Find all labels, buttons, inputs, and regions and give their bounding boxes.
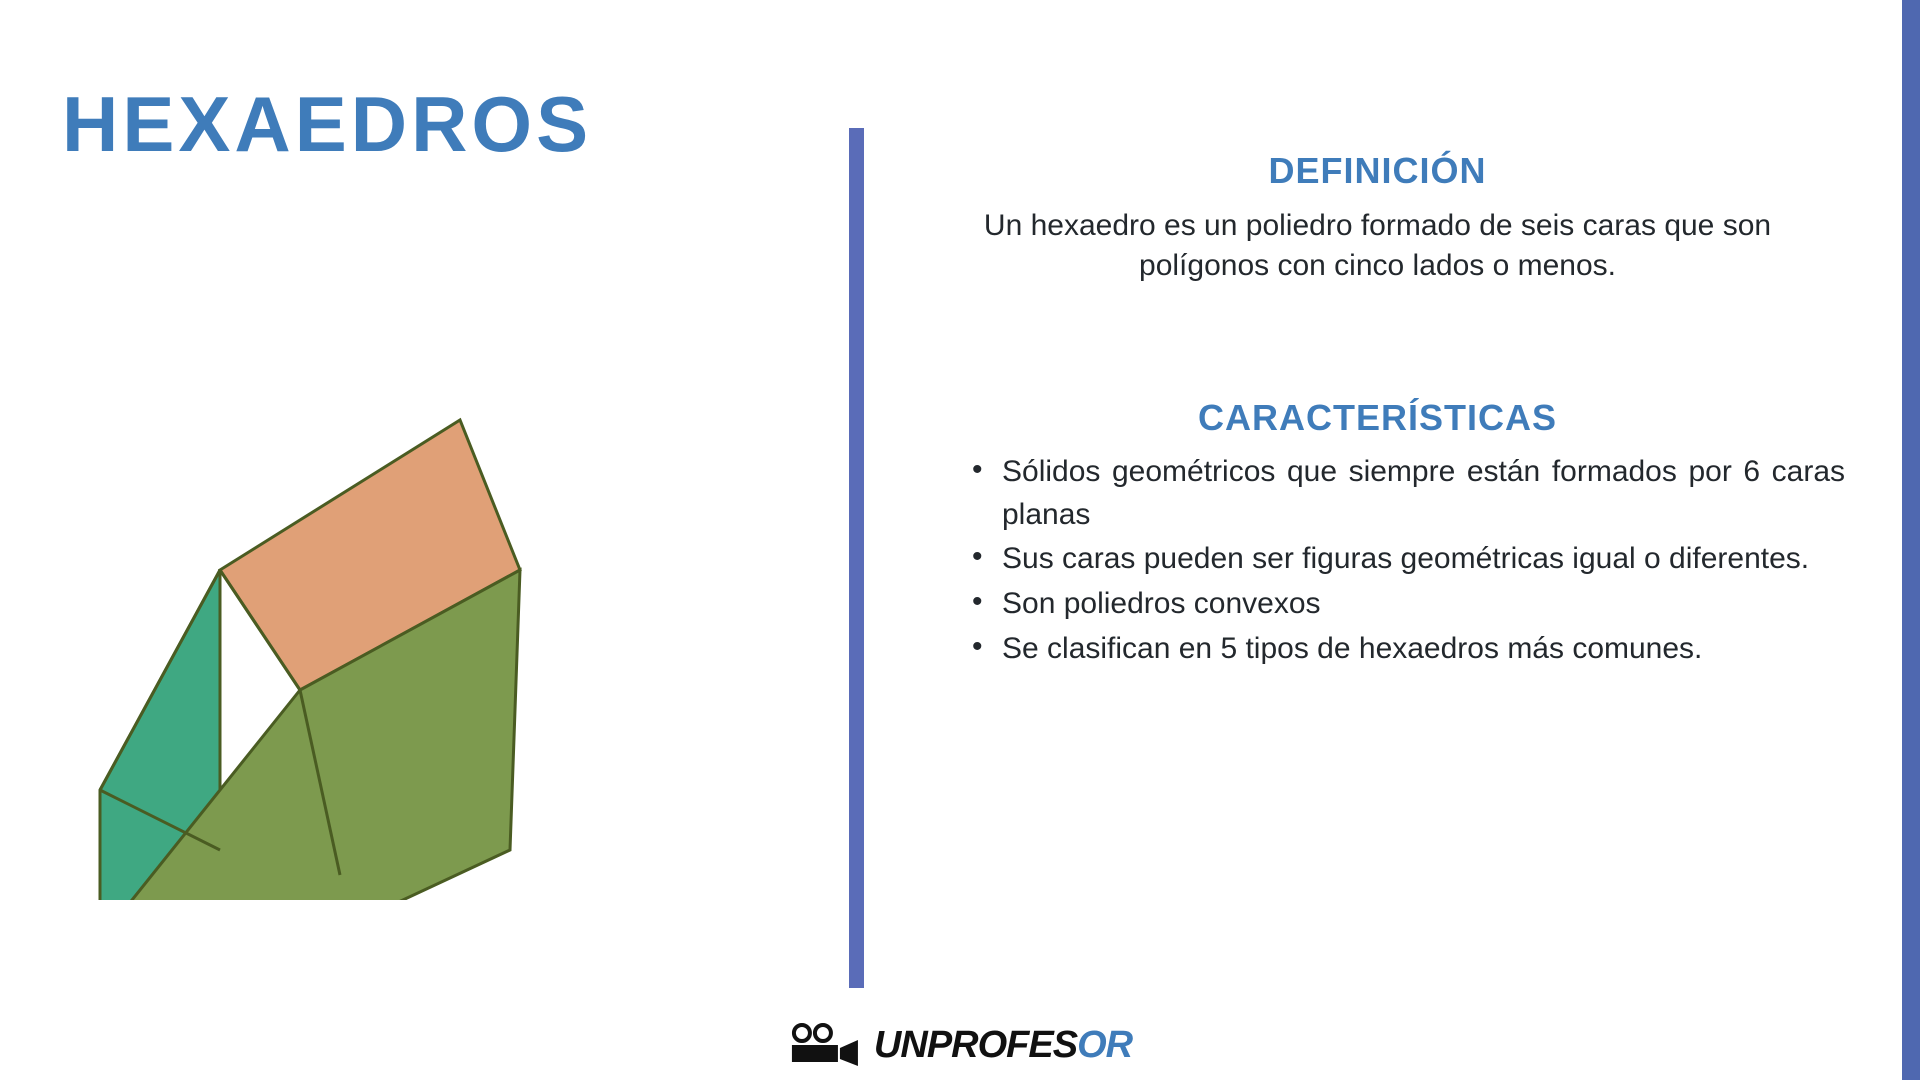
- hexahedron-figure: [60, 320, 620, 900]
- definition-heading: DEFINICIÓN: [1268, 150, 1487, 191]
- characteristics-list: [900, 451, 1855, 670]
- list-item: • Son poliedros convexos: [972, 583, 1855, 626]
- list-item: • Sólidos geométricos que siempre están formados por 6 caras planas: [972, 451, 1855, 536]
- logo-text-accent: OR: [1077, 1023, 1133, 1066]
- list-item: • Sus caras pueden ser figuras geométricas igual o diferentes.: [972, 538, 1855, 581]
- definition-text: Un hexaedro es un poliedro formado de seis caras que son polígonos con cinco lados o menos.: [983, 209, 1772, 282]
- section-spacer: [900, 285, 1855, 397]
- list-item: • Se clasifican en 5 tipos de hexaedros más comunes.: [972, 628, 1855, 671]
- logo-text-dark: UNPROFES: [873, 1023, 1078, 1066]
- characteristics-heading: CARACTERÍSTICAS: [1197, 397, 1557, 439]
- left-column: [0, 0, 845, 1035]
- logo-wordmark: [874, 1024, 1132, 1067]
- video-camera-icon: [788, 1022, 864, 1068]
- vertical-divider: [849, 128, 864, 988]
- page-title: HEXAEDROS: [62, 80, 593, 168]
- hexahedron-svg: [60, 320, 620, 900]
- right-column: [900, 150, 1855, 672]
- footer-logo: [788, 1022, 1132, 1068]
- right-edge-accent-bar: [1902, 0, 1920, 1080]
